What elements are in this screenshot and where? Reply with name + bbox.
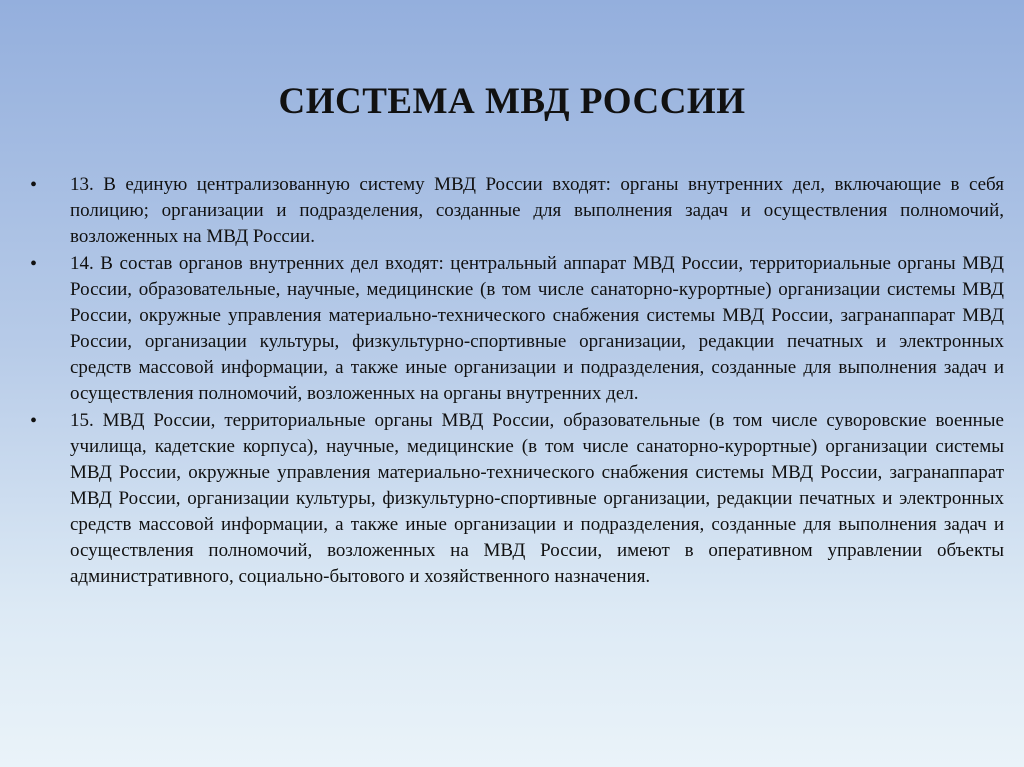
bullet-item-13: [30, 172, 1004, 250]
slide-body: [30, 172, 1004, 591]
bullet-item-15: [30, 408, 1004, 590]
bullet-point-icon: •: [30, 174, 38, 196]
bullet-text: 13. В единую централизованную систему МВД России входят: органы внутренних дел, включающие в себя полицию; организации и подразделения, созданные для выполнения задач и осуществления полномочий, возложенных на МВД России.: [70, 174, 1004, 247]
bullet-item-14: [30, 251, 1004, 407]
bullet-text: 15. МВД России, территориальные органы МВД России, образовательные (в том числе суворовские военные училища, кадетские корпуса), научные, медицинские (в том числе санаторно-курортные) организации системы МВД России, окружные управления материально-технического снабжения системы МВД России, загранаппарат МВД России, организации культуры, физкультурно-спортивные организации, редакции печатных и электронных средств массовой информации, а также иные организации и подразделения, созданные для выполнения задач и осуществления полномочий, возложенных на МВД России, имеют в оперативном управлении объекты административного, социально-бытового и хозяйственного назначения.: [70, 410, 1004, 587]
slide-title: СИСТЕМА МВД РОССИИ: [278, 81, 746, 122]
bullet-point-icon: •: [30, 410, 38, 432]
bullet-text: 14. В состав органов внутренних дел входят: центральный аппарат МВД России, территориальные органы МВД России, образовательные, научные, медицинские (в том числе санаторно-курортные) организации системы МВД России, окружные управления материально-технического снабжения системы МВД России, загранаппарат МВД России, организации культуры, физкультурно-спортивные организации, редакции печатных и электронных средств массовой информации, а также иные организации и подразделения, созданные для выполнения задач и осуществления полномочий, возложенных на органы внутренних дел.: [70, 253, 1004, 404]
bullet-point-icon: •: [30, 253, 38, 275]
